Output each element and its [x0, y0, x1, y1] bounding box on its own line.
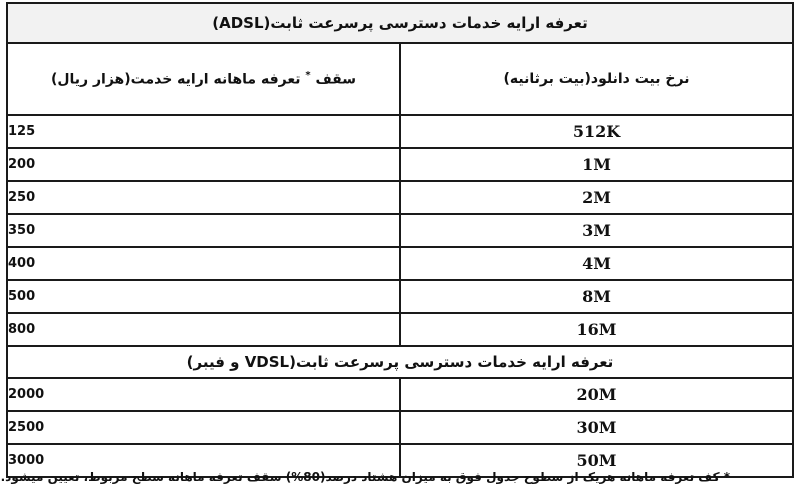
price-cell: 500 — [7, 280, 400, 313]
table-row — [7, 115, 793, 148]
adsl-title: تعرفه ارایه خدمات دسترسی پرسرعت ثابت(ADSL) — [7, 3, 793, 43]
adsl-title-row — [7, 3, 793, 43]
table-row — [7, 247, 793, 280]
price-column-header — [7, 43, 400, 115]
price-cell: 125 — [7, 115, 400, 148]
table-row — [7, 181, 793, 214]
speed-cell: 50M — [400, 444, 793, 477]
table-row — [7, 411, 793, 444]
price-cell: 2500 — [7, 411, 400, 444]
price-cell: 200 — [7, 148, 400, 181]
speed-cell: 1M — [400, 148, 793, 181]
table-row — [7, 148, 793, 181]
price-header-prefix: سقف — [315, 71, 357, 88]
table-row — [7, 280, 793, 313]
vdsl-title: تعرفه ارایه خدمات دسترسی پرسرعت ثابت(VDSL و فیبر) — [7, 346, 793, 378]
price-cell: 350 — [7, 214, 400, 247]
table-row — [7, 214, 793, 247]
price-cell: 2000 — [7, 378, 400, 411]
speed-cell: 4M — [400, 247, 793, 280]
table-row — [7, 378, 793, 411]
speed-column-header: نرخ بیت دانلود(بیت برثانیه) — [400, 43, 793, 115]
price-cell: 800 — [7, 313, 400, 346]
price-header-suffix: تعرفه ماهانه ارایه خدمت(هزار ریال) — [50, 71, 301, 88]
footnote-marker: * — [305, 70, 311, 82]
table-row — [7, 313, 793, 346]
speed-cell: 20M — [400, 378, 793, 411]
price-cell: 400 — [7, 247, 400, 280]
column-header-row — [7, 43, 793, 115]
speed-cell: 16M — [400, 313, 793, 346]
speed-cell: 30M — [400, 411, 793, 444]
price-cell: 3000 — [7, 444, 400, 477]
speed-cell: 512K — [400, 115, 793, 148]
vdsl-title-row — [7, 346, 793, 378]
tariff-table — [6, 2, 794, 478]
price-cell: 250 — [7, 181, 400, 214]
speed-cell: 3M — [400, 214, 793, 247]
speed-cell: 2M — [400, 181, 793, 214]
speed-cell: 8M — [400, 280, 793, 313]
footnote: * کف تعرفه ماهانه هریک از سطوح جدول فوق به میزان هشتاد درصد(80%) سقف تعرفه ماهانه سطح مربوط، تعیین میشود. — [0, 470, 730, 484]
